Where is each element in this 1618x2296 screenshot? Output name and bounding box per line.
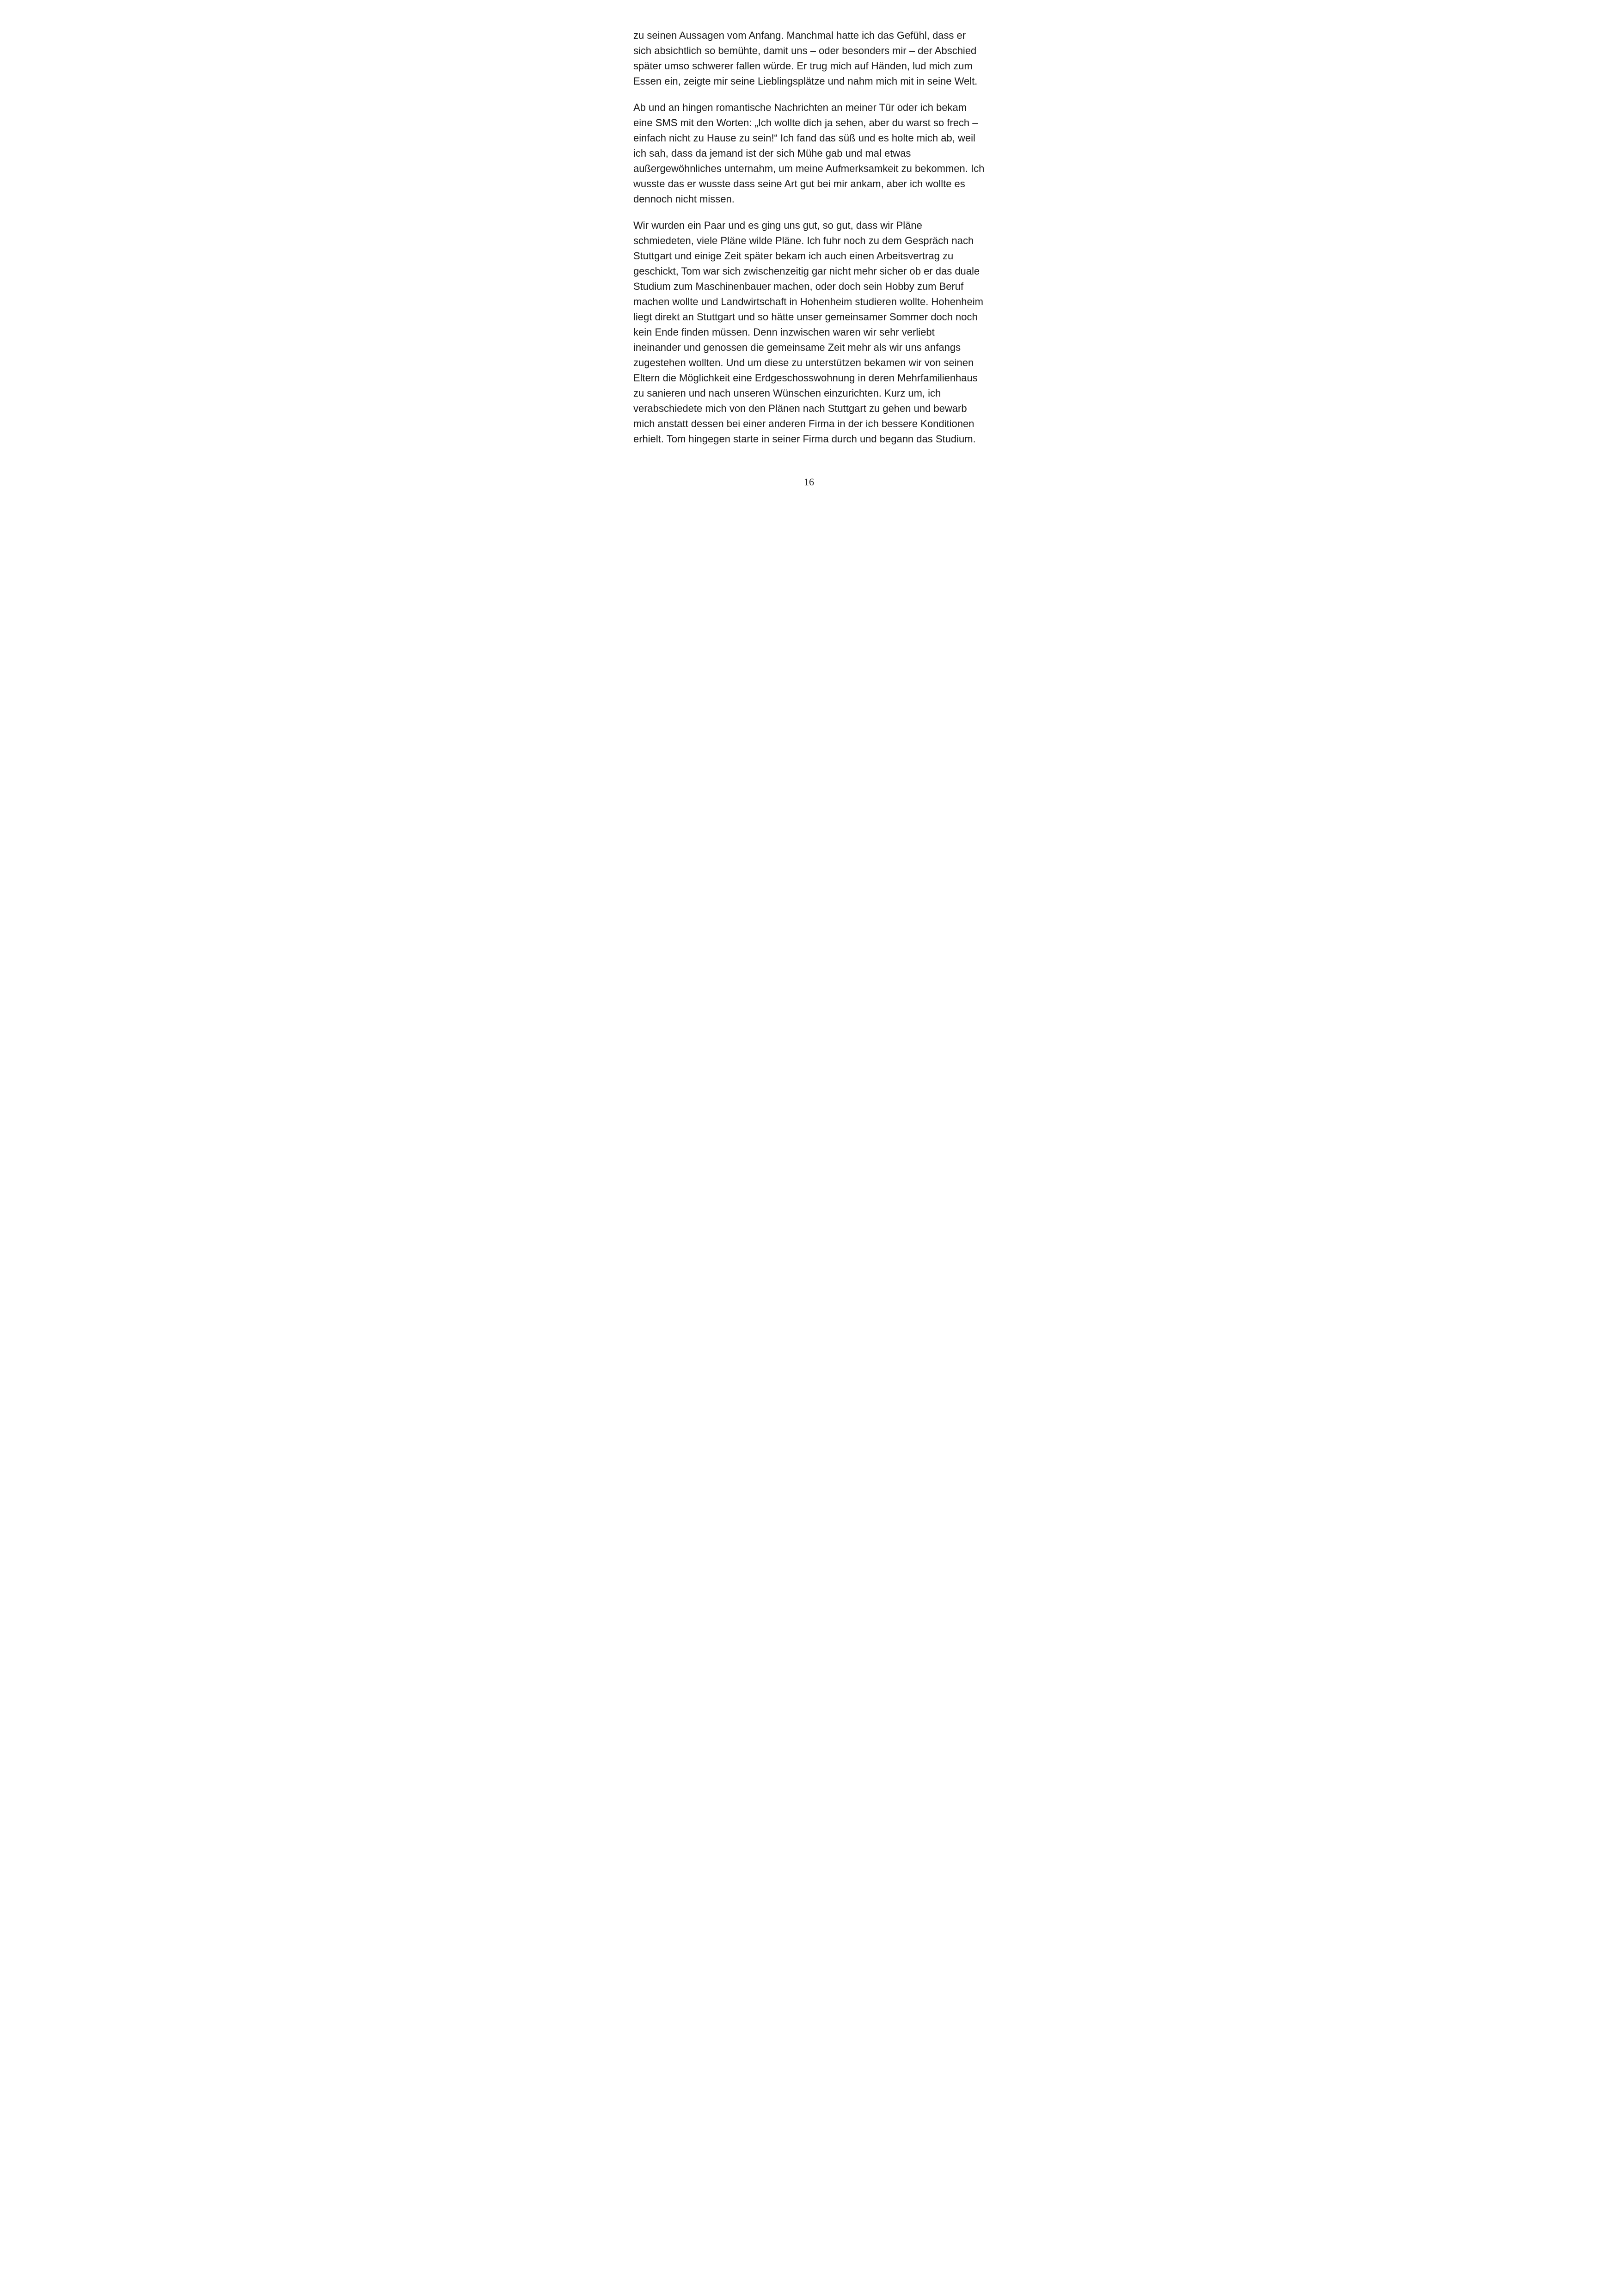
paragraph: Wir wurden ein Paar und es ging uns gut, so gut, dass wir Pläne schmiedeten, viele Pläne wilde Pläne. Ich fuhr noch zu dem Gespräch nach Stuttgart und einige Zeit später bekam ich auch einen Arbeitsvertrag zu geschickt, Tom war sich zwischenzeitig gar nicht mehr sicher ob er das duale Studium zum Maschinenbauer machen, oder doch sein Hobby zum Beruf machen wollte und Landwirtschaft in Hohenheim studieren wollte. Hohenheim liegt direkt an Stuttgart und so hätte unser gemeinsamer Sommer doch noch kein Ende finden müssen. Denn inzwischen waren wir sehr verliebt ineinander und genossen die gemeinsame Zeit mehr als wir uns anfangs zugestehen wollten. Und um diese zu unterstützen bekamen wir von seinen Eltern die Möglichkeit eine Erdgeschosswohnung in deren Mehrfamilienhaus zu sanieren und nach unseren Wünschen einzurichten. Kurz um, ich verabschiedete mich von den Plänen nach Stuttgart zu gehen und bewarb mich anstatt dessen bei einer anderen Firma in der ich bessere Konditionen erhielt. Tom hingegen starte in seiner Firma durch und begann das Studium. (633, 220, 983, 445)
document-page (601, 0, 1017, 517)
page-number: 16 (804, 476, 814, 488)
paragraph: Ab und an hingen romantische Nachrichten an meiner Tür oder ich bekam eine SMS mit den Worten: „Ich wollte dich ja sehen, aber du warst so frech – einfach nicht zu Hause zu sein!“ Ich fand das süß und es holte mich ab, weil ich sah, dass da jemand ist der sich Mühe gab und mal etwas außergewöhnliches unternahm, um meine Aufmerksamkeit zu bekommen. Ich wusste das er wusste dass seine Art gut bei mir ankam, aber ich wollte es dennoch nicht missen. (633, 102, 985, 205)
paragraph: zu seinen Aussagen vom Anfang. Manchmal hatte ich das Gefühl, dass er sich absichtlich so bemühte, damit uns – oder besonders mir – der Abschied später umso schwerer fallen würde. Er trug mich auf Händen, lud mich zum Essen ein, zeigte mir seine Lieblingsplätze und nahm mich mit in seine Welt. (633, 30, 978, 87)
